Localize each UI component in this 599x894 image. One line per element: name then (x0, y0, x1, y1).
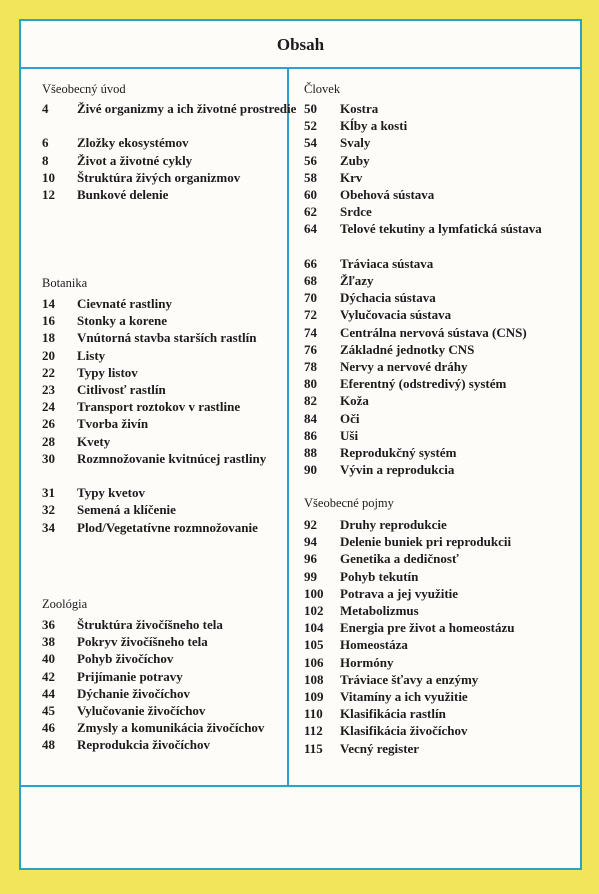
entry-title: Citlivosť rastlín (77, 382, 166, 397)
entry-title: Vecný register (340, 740, 420, 756)
entry-title: Pohyb živočíchov (77, 651, 174, 667)
page-number: 58 (304, 169, 317, 185)
page-number: 16 (42, 313, 55, 329)
entry-title: Eferentný (odstredivý) systém (340, 376, 507, 392)
page-number: 50 (304, 101, 317, 116)
page-number: 96 (304, 551, 317, 567)
entry-title: Krv (340, 169, 363, 185)
entry-title: Uši (340, 427, 359, 443)
entry-title: Reprodukčný systém (340, 445, 457, 460)
page-number: 30 (42, 450, 55, 466)
entry-title: Transport roztokov v rastline (77, 399, 241, 415)
page-number: 23 (42, 382, 55, 397)
page-number: 38 (42, 634, 55, 650)
page-number: 32 (42, 502, 55, 518)
entry-title: Homeostáza (340, 637, 408, 653)
entry-title: Vnútorná stavba starších rastlín (77, 330, 257, 346)
page-number: 106 (304, 654, 324, 670)
page-number: 92 (304, 517, 317, 532)
page-number: 34 (42, 519, 55, 535)
page-number: 26 (42, 416, 55, 432)
page-number: 42 (42, 668, 55, 684)
section-heading: Všeobecný úvod (42, 82, 126, 96)
page-number: 80 (304, 376, 317, 392)
entry-title: Koža (340, 393, 369, 409)
contents-frame (19, 19, 582, 870)
page-number: 109 (304, 689, 324, 704)
page-number: 112 (304, 723, 323, 739)
section-heading: Všeobecné pojmy (304, 496, 394, 510)
page-number: 54 (304, 135, 317, 151)
entry-title: Reprodukcia živočíchov (77, 737, 211, 753)
entry-title: Metabolizmus (340, 603, 419, 618)
page-number: 100 (304, 585, 324, 601)
page-number: 40 (42, 651, 55, 667)
entry-title: Energia pre život a homeostázu (340, 620, 515, 636)
entry-title: Cievnaté rastliny (77, 296, 172, 311)
entry-title: Vylučovacia sústava (340, 307, 452, 323)
section-heading: Botanika (42, 276, 88, 290)
entry-title: Semená a klíčenie (77, 502, 176, 518)
page-number: 52 (304, 118, 317, 134)
entry-title: Vylučovanie živočíchov (77, 703, 206, 718)
entry-title: Delenie buniek pri reprodukcii (340, 534, 512, 550)
entry-title: Zmysly a komunikácia živočíchov (77, 720, 265, 736)
page-number: 28 (42, 433, 55, 449)
page-number: 110 (304, 706, 323, 722)
page-number: 56 (304, 152, 317, 168)
page-number: 31 (42, 485, 55, 501)
entry-title: Srdce (340, 204, 372, 220)
title-divider (21, 67, 580, 69)
entry-title: Klasifikácia živočíchov (340, 723, 468, 739)
page-number: 36 (42, 617, 55, 632)
entry-title: Obehová sústava (340, 187, 435, 202)
page-number: 4 (42, 101, 49, 116)
entry-title: Svaly (340, 135, 371, 151)
entry-title: Žľazy (340, 273, 374, 288)
entry-title: Telové tekutiny a lymfatická sústava (340, 221, 542, 237)
entry-title: Prijímanie potravy (77, 668, 183, 684)
entry-title: Štruktúra živočíšneho tela (77, 617, 223, 632)
page-number: 66 (304, 255, 317, 271)
entry-title: Listy (77, 347, 106, 363)
page-number: 76 (304, 341, 317, 357)
page-number: 24 (42, 399, 55, 415)
page-number: 90 (304, 462, 317, 478)
page-number: 45 (42, 703, 55, 718)
page-number: 46 (42, 720, 55, 736)
entry-title: Genetika a dedičnosť (340, 551, 459, 567)
entry-title: Vitamíny a ich využitie (340, 689, 468, 704)
section-heading: Zoológia (42, 597, 88, 611)
entry-title: Rozmnožovanie kvitnúcej rastliny (77, 450, 267, 466)
entry-title: Zuby (340, 152, 370, 168)
page-number: 99 (304, 568, 317, 584)
page-number: 102 (304, 603, 324, 618)
page-number: 70 (304, 290, 317, 306)
entry-title: Vývin a reprodukcia (340, 462, 455, 478)
entry-title: Nervy a nervové dráhy (340, 359, 468, 374)
bottom-divider (21, 785, 580, 787)
entry-title: Tráviaca sústava (340, 255, 434, 271)
page-number: 8 (42, 152, 49, 168)
page-number: 6 (42, 135, 49, 151)
page-number: 94 (304, 534, 317, 550)
entry-title: Oči (340, 410, 360, 426)
entry-title: Klasifikácia rastlín (340, 706, 446, 722)
entry-title: Dýchanie živočíchov (77, 685, 191, 701)
entry-title: Kĺby a kosti (340, 118, 408, 134)
page-number: 18 (42, 330, 55, 346)
entry-title: Plod/Vegetatívne rozmnožovanie (77, 519, 258, 535)
page-number: 88 (304, 445, 317, 460)
page-number: 84 (304, 410, 317, 426)
entry-title: Zložky ekosystémov (77, 135, 189, 151)
entry-title: Živé organizmy a ich životné prostredie (77, 101, 297, 116)
entry-title: Stonky a korene (77, 313, 168, 329)
entry-title: Kvety (77, 433, 111, 449)
page-number: 64 (304, 221, 317, 237)
entry-title: Základné jednotky CNS (340, 341, 475, 357)
entry-title: Kostra (340, 101, 379, 116)
page-number: 68 (304, 273, 317, 288)
entry-title: Bunkové delenie (77, 187, 169, 202)
page-number: 104 (304, 620, 324, 636)
page-number: 48 (42, 737, 55, 753)
entry-title: Typy listov (77, 364, 138, 380)
page-number: 12 (42, 187, 55, 202)
page-number: 108 (304, 671, 324, 687)
entry-title: Život a životné cykly (77, 152, 193, 168)
page-number: 44 (42, 685, 55, 701)
page-number: 72 (304, 307, 317, 323)
entry-title: Tvorba živín (77, 416, 149, 432)
entry-title: Dýchacia sústava (340, 290, 436, 306)
page-number: 105 (304, 637, 324, 653)
page-number: 115 (304, 740, 323, 756)
entry-title: Tráviace šťavy a enzýmy (340, 671, 479, 687)
page-number: 10 (42, 169, 55, 185)
page-number: 14 (42, 296, 55, 311)
entry-title: Štruktúra živých organizmov (77, 169, 241, 185)
page-number: 22 (42, 364, 55, 380)
page-number: 60 (304, 187, 317, 202)
page-number: 20 (42, 347, 55, 363)
page-number: 62 (304, 204, 317, 220)
page-number: 74 (304, 324, 317, 340)
entry-title: Pohyb tekutín (340, 568, 419, 584)
entry-title: Druhy reprodukcie (340, 517, 447, 532)
page-number: 86 (304, 427, 317, 443)
section-heading: Človek (304, 82, 341, 96)
page-number: 78 (304, 359, 317, 374)
entry-title: Pokryv živočíšneho tela (77, 634, 208, 650)
entry-title: Potrava a jej využitie (340, 585, 459, 601)
page-title: Obsah (276, 35, 325, 54)
entry-title: Centrálna nervová sústava (CNS) (340, 324, 527, 340)
entry-title: Typy kvetov (77, 485, 146, 501)
entry-title: Hormóny (340, 654, 394, 670)
page-number: 82 (304, 393, 317, 409)
